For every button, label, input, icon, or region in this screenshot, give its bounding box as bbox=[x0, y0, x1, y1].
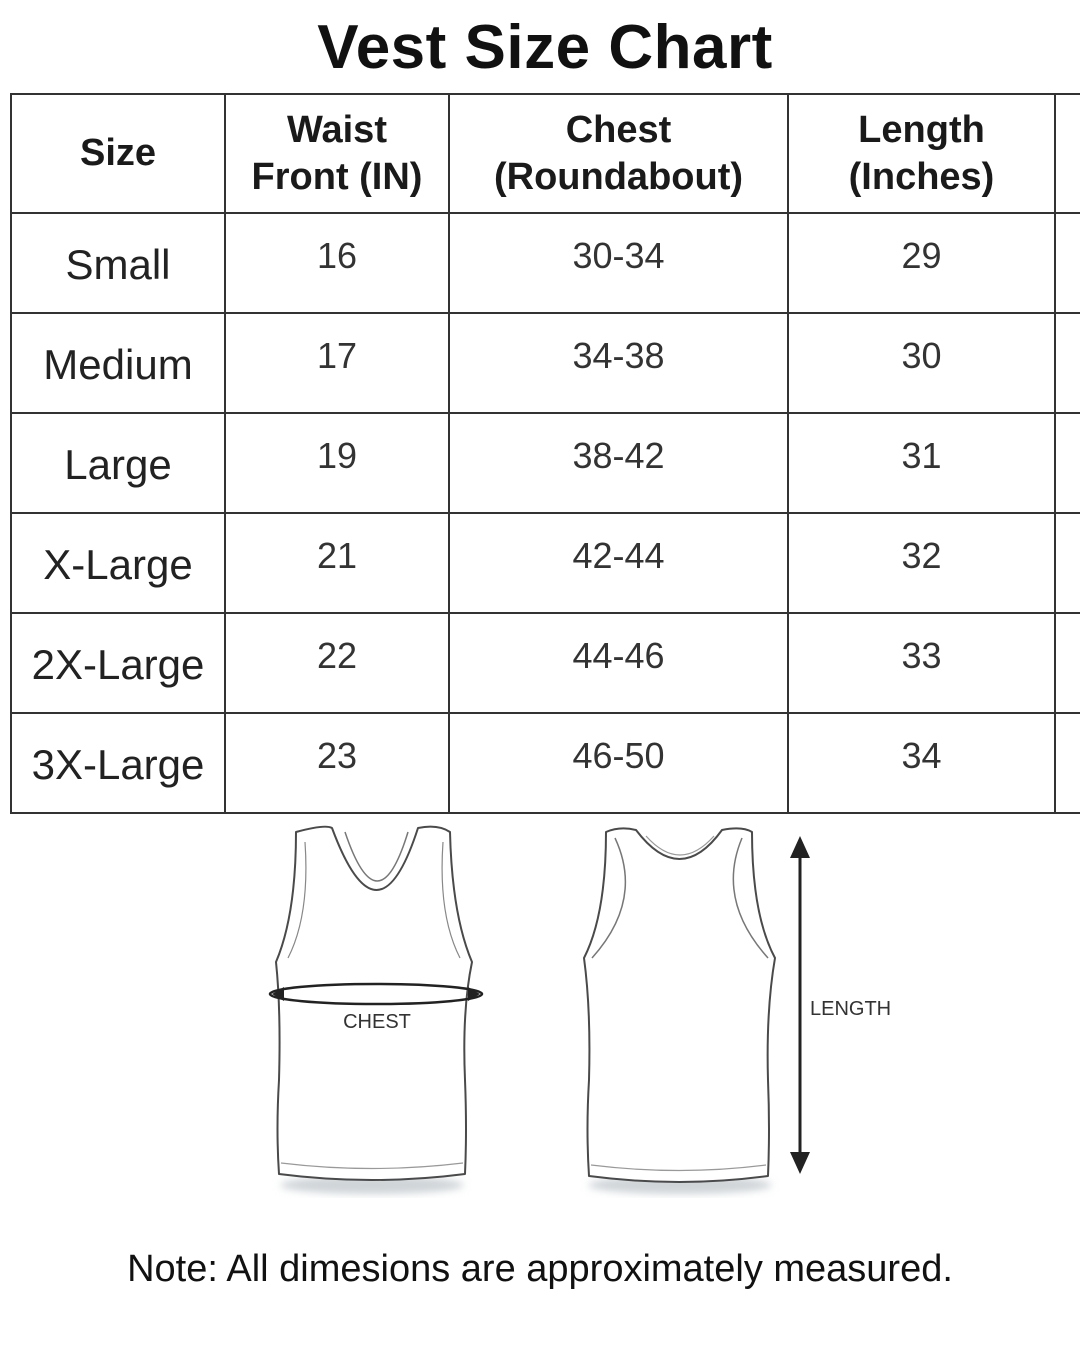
size-cell: 3X-Large bbox=[11, 713, 225, 813]
chest-label: CHEST bbox=[343, 1011, 411, 1033]
vest-front-icon bbox=[270, 827, 482, 1194]
size-cell: Medium bbox=[11, 313, 225, 413]
length-cell: 32 bbox=[788, 513, 1055, 613]
length-arrow-icon bbox=[790, 836, 810, 1174]
chest-cell: 34-38 bbox=[449, 313, 788, 413]
chest-cell: 30-34 bbox=[449, 213, 788, 313]
size-cell: Small bbox=[11, 213, 225, 313]
chest-cell: 42-44 bbox=[449, 513, 788, 613]
footnote: Note: All dimesions are approximately measured. bbox=[127, 1248, 953, 1290]
vest-back-icon bbox=[584, 828, 775, 1194]
length-cell: 29 bbox=[788, 213, 1055, 313]
size-cell: Large bbox=[11, 413, 225, 513]
page-title: Vest Size Chart bbox=[317, 13, 773, 82]
chest-cell: 46-50 bbox=[449, 713, 788, 813]
waist-cell: 16 bbox=[225, 213, 449, 313]
waist-cell: 22 bbox=[225, 613, 449, 713]
header-length: Length (Inches) bbox=[788, 94, 1055, 213]
header-size: Size bbox=[11, 94, 225, 213]
header-chest: Chest (Roundabout) bbox=[449, 94, 788, 213]
waist-cell: 21 bbox=[225, 513, 449, 613]
waist-cell: 17 bbox=[225, 313, 449, 413]
length-cell: 31 bbox=[788, 413, 1055, 513]
length-cell: 34 bbox=[788, 713, 1055, 813]
header-waist: Waist Front (IN) bbox=[225, 94, 449, 213]
size-cell: X-Large bbox=[11, 513, 225, 613]
waist-cell: 23 bbox=[225, 713, 449, 813]
length-cell: 30 bbox=[788, 313, 1055, 413]
size-cell: 2X-Large bbox=[11, 613, 225, 713]
chest-cell: 44-46 bbox=[449, 613, 788, 713]
length-label: LENGTH bbox=[810, 998, 892, 1020]
length-cell: 33 bbox=[788, 613, 1055, 713]
waist-cell: 19 bbox=[225, 413, 449, 513]
chest-cell: 38-42 bbox=[449, 413, 788, 513]
